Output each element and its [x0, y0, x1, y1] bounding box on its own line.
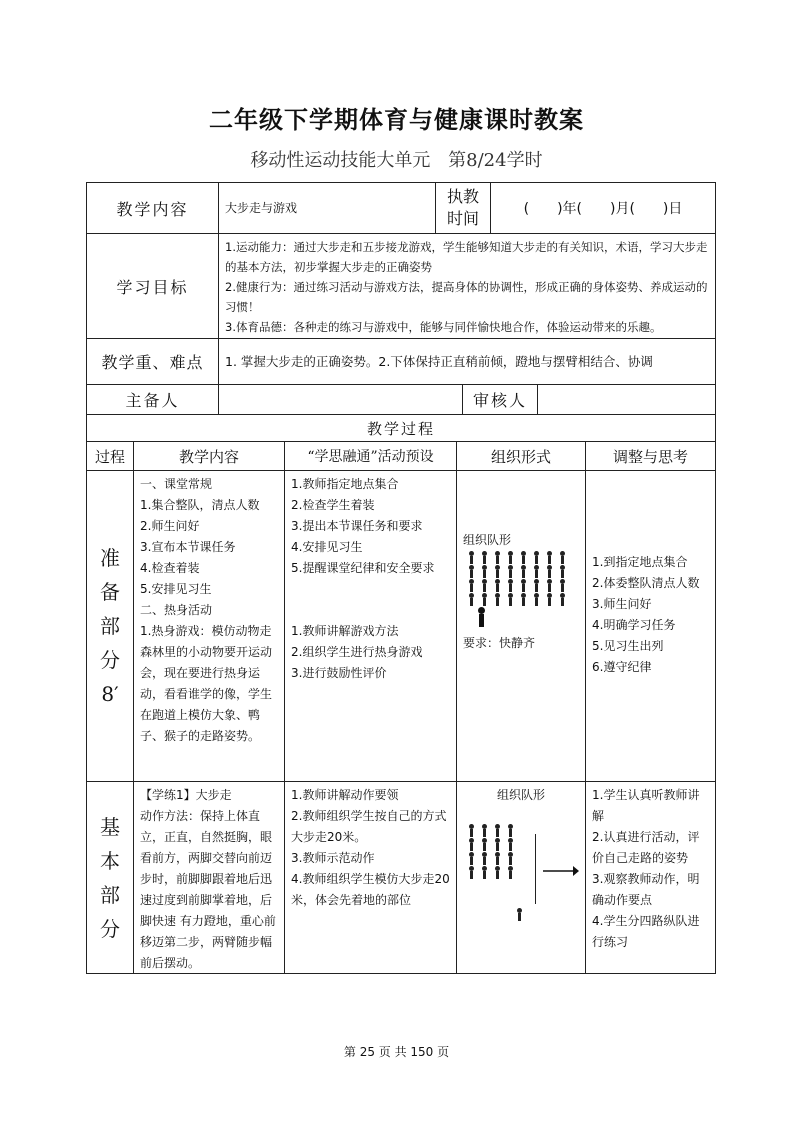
prep-activity-item: 1.教师讲解游戏方法: [291, 624, 399, 638]
student-icon: [480, 579, 489, 593]
basic-reflection-item: 3.观察教师动作，明确动作要点: [592, 872, 700, 907]
student-icon: [480, 852, 489, 866]
col-header-reflection: 调整与思考: [585, 441, 716, 471]
prep-content-item: 3.宣布本节课任务: [140, 540, 236, 554]
teacher-icon: [475, 607, 487, 627]
prep-org-title: 组织队形: [463, 533, 512, 547]
basic-label-char: 部: [100, 882, 120, 907]
prep-label-char: 分: [100, 648, 120, 672]
col-header-activity: “学思融通”活动预设: [284, 441, 457, 471]
basic-reflection: [585, 781, 716, 974]
basic-content-item: 动作方法：保持上体直立，正直，自然挺胸，眼看前方，两脚交替向前迈步时，前脚脚跟着地后迅速过度到前脚掌着地，后脚快速 有力蹬地，重心前移迈第二步，两臂随步幅前后摆动。: [140, 809, 276, 970]
page-title: 二年级下学期体育与健康课时教案: [209, 106, 584, 134]
basic-organization: [456, 781, 586, 974]
student-icon: [519, 551, 528, 565]
prep-label-char: 备: [100, 580, 120, 604]
student-icon: [545, 551, 554, 565]
teacher-icon: [515, 908, 524, 922]
prep-reflection-item: 3.师生问好: [592, 597, 652, 611]
col-header-organization: 组织形式: [456, 441, 586, 471]
prep-reflection-item: 2.体委整队清点人数: [592, 576, 700, 590]
basic-reflection-item: 4.学生分四路纵队进行练习: [592, 914, 700, 949]
student-icon: [519, 565, 528, 579]
prep-reflection-item: 6.遵守纪律: [592, 660, 652, 674]
basic-activity-item: 1.教师讲解动作要领: [291, 788, 399, 802]
student-icon: [519, 593, 528, 607]
content-label: 教学内容: [86, 182, 219, 234]
prep-activity-item: 2.检查学生着装: [291, 498, 375, 512]
prep-activity-item: 5.提醒课堂纪律和安全要求: [291, 561, 435, 575]
student-icon: [545, 565, 554, 579]
col-header-process: 过程: [86, 441, 134, 471]
student-icon: [558, 579, 567, 593]
basic-content: [133, 781, 285, 974]
prep-activity-item: 4.安排见习生: [291, 540, 363, 554]
prep-label-char: 准: [100, 546, 120, 570]
reviewer-value: [537, 384, 716, 415]
student-icon: [467, 579, 476, 593]
direction-arrow-icon: [543, 864, 579, 878]
student-icon: [506, 852, 515, 866]
prep-label-char: 8′: [101, 682, 119, 706]
prep-section-label: [86, 470, 134, 782]
exec-label-line1: 执教: [446, 187, 479, 206]
content-value: 大步走与游戏: [218, 182, 436, 234]
basic-activity-item: 2.教师组织学生按自己的方式大步走20米。: [291, 809, 447, 844]
exec-time-label: [435, 182, 491, 234]
prep-content-item: 一、课堂常规: [140, 477, 213, 491]
teacher-position-icon: [515, 908, 524, 929]
process-title: 教学过程: [86, 414, 716, 442]
basic-activity-item: 4.教师组织学生模仿大步走20米，体会先着地的部位: [291, 872, 450, 907]
prep-activity-item: 3.进行鼓励性评价: [291, 666, 387, 680]
basic-activity-item: 3.教师示范动作: [291, 851, 375, 865]
goal-label: 学习目标: [86, 233, 219, 339]
prep-label-char: 部: [100, 614, 120, 638]
student-icon: [493, 565, 502, 579]
student-icon: [493, 593, 502, 607]
date-value: ( )年( )月( )日: [490, 182, 716, 234]
student-icon: [506, 551, 515, 565]
student-icon: [545, 593, 554, 607]
student-icon: [506, 593, 515, 607]
basic-org-title: 组织队形: [496, 788, 545, 802]
student-icon: [532, 551, 541, 565]
student-icon: [480, 838, 489, 852]
basic-reflection-item: 2.认真进行活动，评价自己走路的姿势: [592, 830, 700, 865]
student-icon: [480, 551, 489, 565]
prep-content-item: 1.热身游戏：模仿动物走: [140, 624, 272, 638]
student-icon: [493, 866, 502, 880]
student-icon: [467, 838, 476, 852]
goal-item: 1.运动能力：通过大步走和五步接龙游戏，学生能够知道大步走的有关知识，术语，学习大步走的基本方法，初步掌握大步走的正确姿势: [225, 240, 708, 274]
prep-content-item: 4.检查着装: [140, 561, 200, 575]
goal-item: 2.健康行为：通过练习活动与游戏方法，提高身体的协调性，形成正确的身体姿势、养成运动的习惯！: [225, 280, 708, 314]
student-icon: [480, 824, 489, 838]
prep-activity-item: 1.教师指定地点集合: [291, 477, 399, 491]
student-icon: [480, 593, 489, 607]
student-icon: [506, 824, 515, 838]
student-icon: [480, 866, 489, 880]
student-icon: [558, 565, 567, 579]
prep-org-requirement: 要求：快静齐: [463, 636, 536, 650]
basic-label-char: 基: [100, 814, 120, 839]
basic-section-label: [86, 781, 134, 974]
prep-content-item: 1.集合整队，清点人数: [140, 498, 260, 512]
student-icon: [532, 565, 541, 579]
preparer-value: [218, 384, 463, 415]
student-icon: [545, 579, 554, 593]
student-icon: [532, 593, 541, 607]
student-icon: [506, 866, 515, 880]
student-icon: [480, 565, 489, 579]
student-icon: [467, 866, 476, 880]
prep-content: [133, 470, 285, 782]
student-icon: [493, 838, 502, 852]
page-footer: 第 25 页 共 150 页: [343, 1045, 450, 1059]
boundary-line: [535, 834, 536, 904]
prep-content-item: 二、热身活动: [140, 603, 213, 617]
reviewer-label: 审核人: [462, 384, 538, 415]
prep-activity-item: 2.组织学生进行热身游戏: [291, 645, 423, 659]
student-icon: [493, 579, 502, 593]
student-icon: [493, 824, 502, 838]
prep-content-item: 2.师生问好: [140, 519, 200, 533]
prep-content-item: 森林里的小动物要开运动会，现在要进行热身运动，看看谁学的像，学生在跑道上模仿大象、鸭子、猴子的走路姿势。: [140, 645, 273, 743]
subtitle-unit: 移动性运动技能大单元: [250, 150, 431, 171]
student-icon: [532, 579, 541, 593]
student-icon: [519, 579, 528, 593]
student-icon: [558, 551, 567, 565]
student-icon: [493, 852, 502, 866]
col-header-content: 教学内容: [133, 441, 285, 471]
prep-reflection: [585, 470, 716, 782]
goal-item: 3.体育品德：各种走的练习与游戏中，能够与同伴愉快地合作，体验运动带来的乐趣。: [225, 320, 662, 334]
exec-label-line2: 时间: [446, 209, 479, 228]
prep-reflection-item: 4.明确学习任务: [592, 618, 676, 632]
basic-content-item: 【学练1】大步走: [140, 788, 232, 802]
student-icon: [467, 551, 476, 565]
formation-grid: [463, 551, 579, 633]
key-points-value: 1. 掌握大步走的正确姿势。2.下体保持正直稍前倾，蹬地与摆臂相结合、协调: [218, 338, 716, 385]
basic-reflection-item: 1.学生认真听教师讲解: [592, 788, 700, 823]
student-icon: [467, 824, 476, 838]
prep-organization: [456, 470, 586, 782]
prep-content-item: 5.安排见习生: [140, 582, 212, 596]
goal-list: [218, 233, 716, 339]
prep-activity: [284, 470, 457, 782]
preparer-label: 主备人: [86, 384, 219, 415]
student-icon: [493, 551, 502, 565]
student-icon: [558, 593, 567, 607]
student-icon: [467, 565, 476, 579]
student-icon: [467, 593, 476, 607]
student-icon: [506, 565, 515, 579]
column-formation: [467, 824, 515, 880]
prep-activity-item: 3.提出本节课任务和要求: [291, 519, 423, 533]
student-icon: [467, 852, 476, 866]
student-icon: [506, 838, 515, 852]
basic-label-char: 本: [100, 848, 120, 873]
page-subtitle: [0, 146, 793, 172]
prep-reflection-item: 5.见习生出列: [592, 639, 664, 653]
subtitle-hour: 第8/24学时: [448, 150, 543, 171]
key-points-label: 教学重、难点: [86, 338, 219, 385]
student-icon: [506, 579, 515, 593]
prep-reflection-item: 1.到指定地点集合: [592, 555, 688, 569]
basic-label-char: 分: [100, 916, 120, 941]
basic-activity: [284, 781, 457, 974]
